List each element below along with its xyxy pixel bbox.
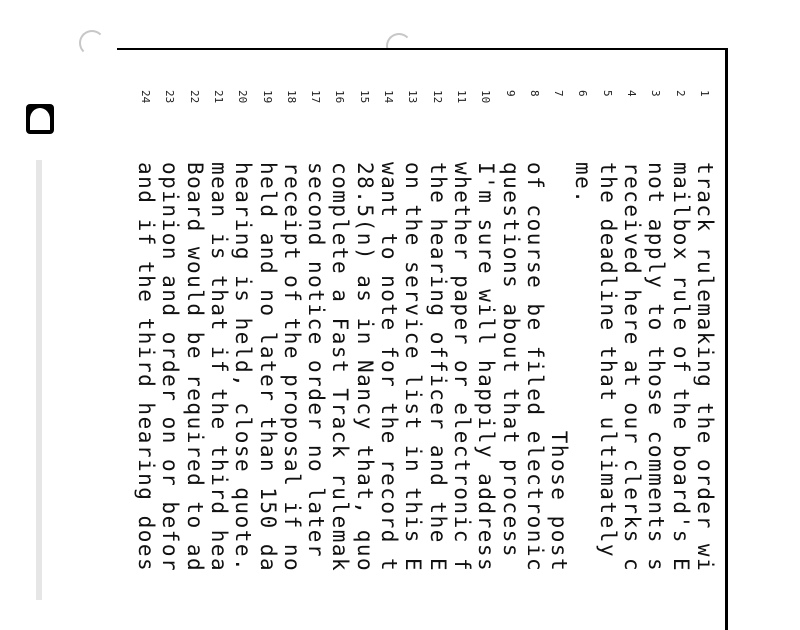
- transcript-line: [134, 90, 158, 630]
- line-number: 17: [309, 90, 323, 104]
- transcript-page: [117, 48, 728, 630]
- line-text: held and no later than 150 da: [255, 162, 280, 573]
- transcript-line: [450, 90, 474, 630]
- line-number: 5: [600, 90, 614, 97]
- line-text: not apply to those comments s: [644, 162, 669, 573]
- transcript-line: [280, 90, 304, 630]
- transcript-line: [401, 90, 425, 630]
- transcript-line: [523, 90, 547, 630]
- transcript-line: [547, 90, 571, 630]
- transcript-line: [644, 90, 668, 630]
- line-text: receipt of the proposal if no: [279, 162, 304, 573]
- line-text: of course be filed electronic: [522, 162, 547, 573]
- line-number: 3: [649, 90, 663, 97]
- transcript-line: [207, 90, 231, 630]
- transcript-line: [329, 90, 353, 630]
- transcript-line: [158, 90, 182, 630]
- line-number: 20: [236, 90, 250, 104]
- transcript-line: [231, 90, 255, 630]
- transcript-line: [474, 90, 498, 630]
- punch-hole-icon: [79, 30, 105, 56]
- line-text: the hearing officer and the E: [425, 162, 450, 573]
- line-number: 10: [479, 90, 493, 104]
- rotated-transcript-text: [134, 90, 717, 630]
- line-text: me.: [571, 162, 596, 205]
- line-number: 15: [357, 90, 371, 104]
- line-number: 6: [576, 90, 590, 97]
- line-text: 28.5(n) as in Nancy that, quo: [352, 162, 377, 573]
- line-number: 9: [503, 90, 517, 97]
- line-text: I'm sure will happily address: [474, 162, 499, 573]
- line-text: track rulemaking the order wi: [693, 162, 717, 573]
- line-text: the deadline that ultimately: [595, 162, 620, 559]
- transcript-line: [304, 90, 328, 630]
- line-text: mailbox rule of the board's E: [668, 162, 693, 573]
- line-number: 7: [552, 90, 566, 97]
- binding-mark: [26, 104, 54, 134]
- transcript-line: [620, 90, 644, 630]
- line-number: 23: [163, 90, 177, 104]
- line-text: Board would be required to ad: [182, 162, 207, 573]
- line-number: 19: [260, 90, 274, 104]
- line-number: 14: [382, 90, 396, 104]
- line-number: 8: [527, 90, 541, 97]
- line-number: 13: [406, 90, 420, 104]
- transcript-line: [693, 90, 717, 630]
- transcript-line: [426, 90, 450, 630]
- line-text: mean is that if the third hea: [207, 162, 231, 573]
- line-number: 1: [698, 90, 711, 97]
- line-text: Those post: [547, 162, 572, 573]
- transcript-line: [256, 90, 280, 630]
- line-number: 12: [430, 90, 444, 104]
- transcript-line: [377, 90, 401, 630]
- line-number: 16: [333, 90, 347, 104]
- line-text: complete a Fast Track rulemak: [328, 162, 353, 573]
- line-number: 18: [284, 90, 298, 104]
- scan-edge-shadow: [36, 160, 42, 600]
- transcript-line: [669, 90, 693, 630]
- line-text: second notice order no later: [304, 162, 329, 559]
- transcript-line: [596, 90, 620, 630]
- line-text: received here at our clerks c: [620, 162, 645, 573]
- transcript-line: [572, 90, 596, 630]
- transcript-line: [499, 90, 523, 630]
- line-number: 24: [139, 90, 153, 104]
- line-number: 21: [212, 90, 225, 104]
- line-text: opinion and order on or befor: [158, 162, 183, 573]
- line-text: want to note for the record t: [377, 162, 402, 573]
- line-text: on the service list in this E: [401, 162, 426, 573]
- transcript-line: [353, 90, 377, 630]
- transcript-line: [183, 90, 207, 630]
- line-number: 11: [455, 90, 468, 104]
- line-text: and if the third hearing does: [134, 162, 159, 573]
- line-number: 22: [187, 90, 201, 104]
- line-text: questions about that process: [498, 162, 523, 559]
- line-number: 2: [673, 90, 687, 97]
- line-text: hearing is held, close quote.: [231, 162, 256, 573]
- line-text: whether paper or electronic f: [450, 162, 474, 573]
- line-number: 4: [625, 90, 639, 97]
